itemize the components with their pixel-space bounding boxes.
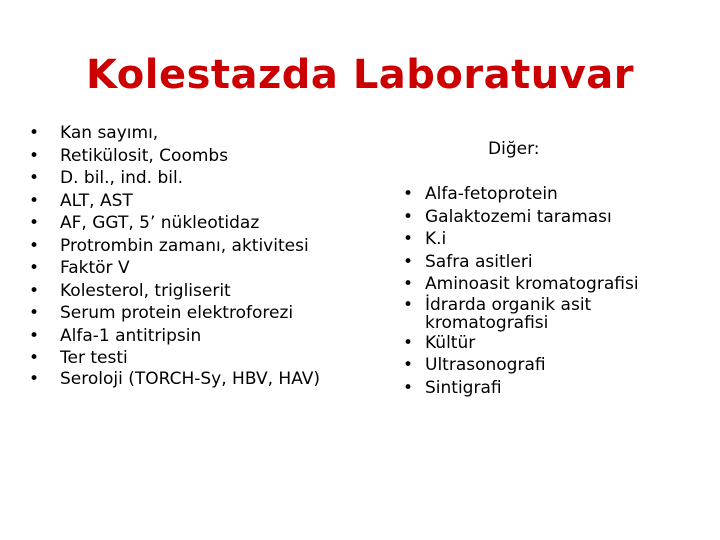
bullet-icon: • [402, 274, 414, 294]
bullet-icon: • [402, 332, 414, 353]
list-item-text: D. bil., ind. bil. [60, 168, 184, 188]
bullet-icon: • [402, 229, 414, 249]
list-item-text: Kan sayımı, [60, 123, 159, 143]
bullet-icon: • [28, 325, 40, 346]
list-item-text: Kültür [425, 332, 476, 353]
bullet-icon: • [28, 235, 40, 256]
list-item [26, 257, 356, 280]
bullet-icon: • [28, 213, 40, 233]
list-item-text: AF, GGT, 5’ nükleotidaz [60, 213, 260, 233]
bullet-icon: • [28, 303, 40, 323]
list-item-text: Galaktozemi taraması [425, 206, 612, 227]
bullet-icon: • [28, 348, 40, 368]
bullet-icon: • [402, 206, 414, 227]
list-item [26, 302, 356, 325]
list-item [400, 354, 700, 377]
bullet-icon: • [28, 168, 40, 188]
list-item [26, 122, 356, 145]
list-item [400, 251, 700, 274]
list-item-text: Alfa-1 antitripsin [60, 325, 202, 346]
list-item-text: Retikülosit, Coombs [60, 145, 229, 166]
list-item-text: Serum protein elektroforezi [60, 303, 294, 323]
list-item-text: Sintigrafi [425, 377, 502, 398]
bullet-icon: • [28, 368, 40, 389]
list-item-text: Safra asitleri [425, 251, 533, 272]
list-item [26, 235, 356, 258]
bullet-icon: • [402, 251, 414, 272]
list-item [400, 332, 700, 355]
list-item-text: Aminoasit kromatografisi [425, 274, 639, 294]
list-item [400, 377, 700, 400]
list-item-text: Kolesterol, trigliserit [60, 280, 231, 301]
bullet-icon: • [28, 190, 40, 211]
list-heading: Diğer: [488, 139, 540, 159]
list-item [26, 325, 356, 348]
list-item-text: Ultrasonografi [425, 355, 546, 375]
list-item-text: Seroloji (TORCH-Sy, HBV, HAV) [60, 368, 320, 389]
left-bullet-list [26, 122, 356, 388]
bullet-icon: • [28, 258, 40, 278]
list-item [26, 347, 356, 370]
bullet-icon: • [402, 355, 414, 375]
list-item-text: Ter testi [60, 348, 128, 368]
list-item [400, 296, 700, 332]
right-bullet-list [400, 138, 700, 399]
list-item [400, 228, 700, 251]
list-spacer [400, 161, 700, 184]
list-item-text: İdrarda organik asit kromatografisi [425, 294, 592, 333]
bullet-icon: • [402, 377, 414, 398]
list-item-text: Protrombin zamanı, aktivitesi [60, 235, 309, 256]
list-item [400, 183, 700, 206]
slide-title: Kolestazda Laboratuvar [85, 52, 635, 98]
list-item [26, 370, 356, 388]
list-item [26, 167, 356, 190]
bullet-icon: • [28, 280, 40, 301]
list-item-text: Alfa-fetoprotein [425, 184, 558, 204]
bullet-icon: • [402, 294, 414, 315]
bullet-icon: • [28, 123, 40, 143]
list-item-text: ALT, AST [60, 190, 133, 211]
list-item [26, 145, 356, 168]
list-item [400, 273, 700, 296]
list-item [400, 206, 700, 229]
bullet-icon: • [402, 184, 414, 204]
list-item [26, 190, 356, 213]
bullet-icon: • [28, 145, 40, 166]
list-item [26, 280, 356, 303]
list-item-text: K.i [425, 229, 447, 249]
list-item-text: Faktör V [60, 258, 130, 278]
list-item [26, 212, 356, 235]
